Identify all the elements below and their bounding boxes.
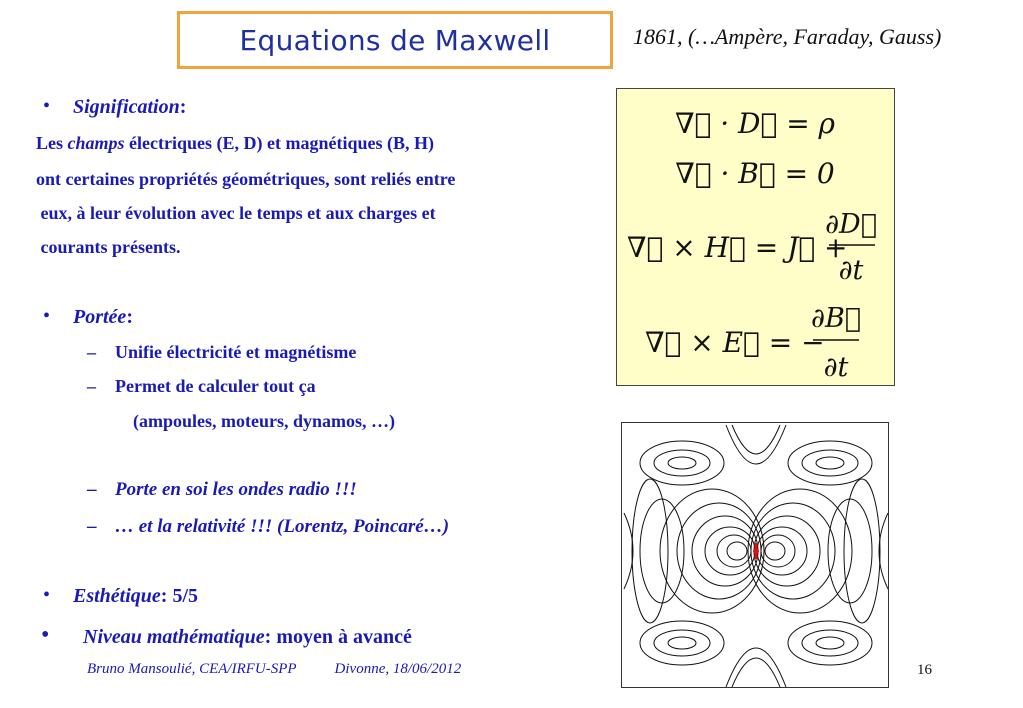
equation-faraday-left: ∇⃗ × E⃗ = − [645, 326, 825, 359]
bullet-niveau [41, 622, 412, 649]
portee-item-1 [87, 342, 357, 363]
footer-credits [87, 661, 461, 678]
field-line [632, 479, 668, 623]
field-line [816, 637, 844, 649]
slide-subtitle: 1861, (…Ampère, Faraday, Gauss) [633, 24, 942, 49]
equation-gauss-magnetic: ∇⃗ · B⃗ = 0 [675, 157, 835, 190]
equation-ampere-numerator: ∂D⃗ [825, 209, 877, 240]
dash-marker: – [87, 516, 97, 537]
portee-italic-item-1-text: Porte en soi les ondes radio !!! [115, 479, 357, 500]
bullet-signification [43, 95, 187, 119]
equation-gauss-electric: ∇⃗ · D⃗ = ρ [674, 107, 836, 140]
esthetique-value: : 5/5 [160, 585, 199, 607]
field-line [765, 542, 785, 560]
field-line [640, 621, 724, 665]
line1-suffix: électriques (E, D) et magnétiques (B, H) [124, 133, 434, 153]
niveau-label: Niveau mathématique [83, 626, 265, 648]
signification-line-4: courants présents. [36, 237, 181, 257]
bullet-dot: • [43, 95, 51, 117]
portee-italic-item-2-text: … et la relativité !!! (Lorentz, Poincaré…) [115, 516, 450, 537]
bullet-dot: • [43, 305, 51, 327]
line1-prefix: Les [36, 133, 68, 153]
niveau-value: : moyen à avancé [264, 626, 412, 648]
field-line [668, 457, 696, 469]
esthetique-label: Esthétique [73, 585, 161, 607]
equations-svg [617, 89, 896, 387]
maxwell-equations-box [616, 88, 895, 386]
line1-italic: champs [67, 133, 125, 153]
field-line [640, 441, 724, 485]
dipole-field-plot [621, 422, 889, 688]
portee-colon: : [126, 306, 133, 328]
slide-title: Equations de Maxwell [239, 23, 551, 57]
field-line [654, 450, 710, 476]
equation-ampere-denominator: ∂t [838, 255, 864, 286]
portee-item-2 [87, 376, 316, 397]
field-line [668, 637, 696, 649]
portee-sub-item: (ampoules, moteurs, dynamos, …) [133, 411, 396, 431]
bullet-portee [43, 305, 133, 329]
field-line [761, 535, 795, 567]
footer-author: Bruno Mansoulié, CEA/IRFU-SPP [87, 661, 297, 677]
signification-line-2: ont certaines propriétés géométriques, sont reliés entre [36, 169, 456, 189]
field-line [816, 457, 844, 469]
field-line [802, 630, 858, 656]
bullet-dot: • [41, 622, 50, 648]
signification-colon: : [179, 96, 187, 118]
portee-italic-item-1 [87, 479, 357, 501]
dipole-source [753, 548, 759, 554]
portee-label: Portée [73, 306, 127, 328]
field-lines-svg [622, 423, 889, 688]
field-line [788, 441, 872, 485]
field-line [802, 450, 858, 476]
signification-line-3: eux, à leur évolution avec le temps et aux charges et [36, 203, 436, 223]
equation-faraday-denominator: ∂t [823, 352, 849, 383]
footer-event: Divonne, 18/06/2012 [334, 661, 462, 677]
dash-marker: – [87, 479, 97, 500]
dash-marker: – [87, 342, 96, 362]
equation-faraday-numerator: ∂B⃗ [810, 303, 862, 334]
bullet-esthetique [43, 584, 199, 608]
field-line [654, 630, 710, 656]
field-line [732, 658, 780, 687]
field-line [844, 479, 880, 623]
portee-item-1-text: Unifie électricité et magnétisme [115, 342, 357, 362]
equation-ampere-left: ∇⃗ × H⃗ = J⃗ + [627, 231, 848, 264]
field-line [727, 542, 747, 560]
page-number: 16 [917, 662, 932, 678]
field-line [732, 425, 780, 454]
dash-marker: – [87, 376, 96, 396]
field-line [717, 535, 751, 567]
signification-line-1 [36, 133, 434, 154]
bullet-dot: • [43, 584, 51, 606]
field-line [788, 621, 872, 665]
portee-italic-item-2 [87, 516, 450, 538]
title-box [177, 11, 613, 69]
portee-item-2-text: Permet de calculer tout ça [115, 376, 316, 396]
signification-label: Signification [73, 96, 180, 118]
